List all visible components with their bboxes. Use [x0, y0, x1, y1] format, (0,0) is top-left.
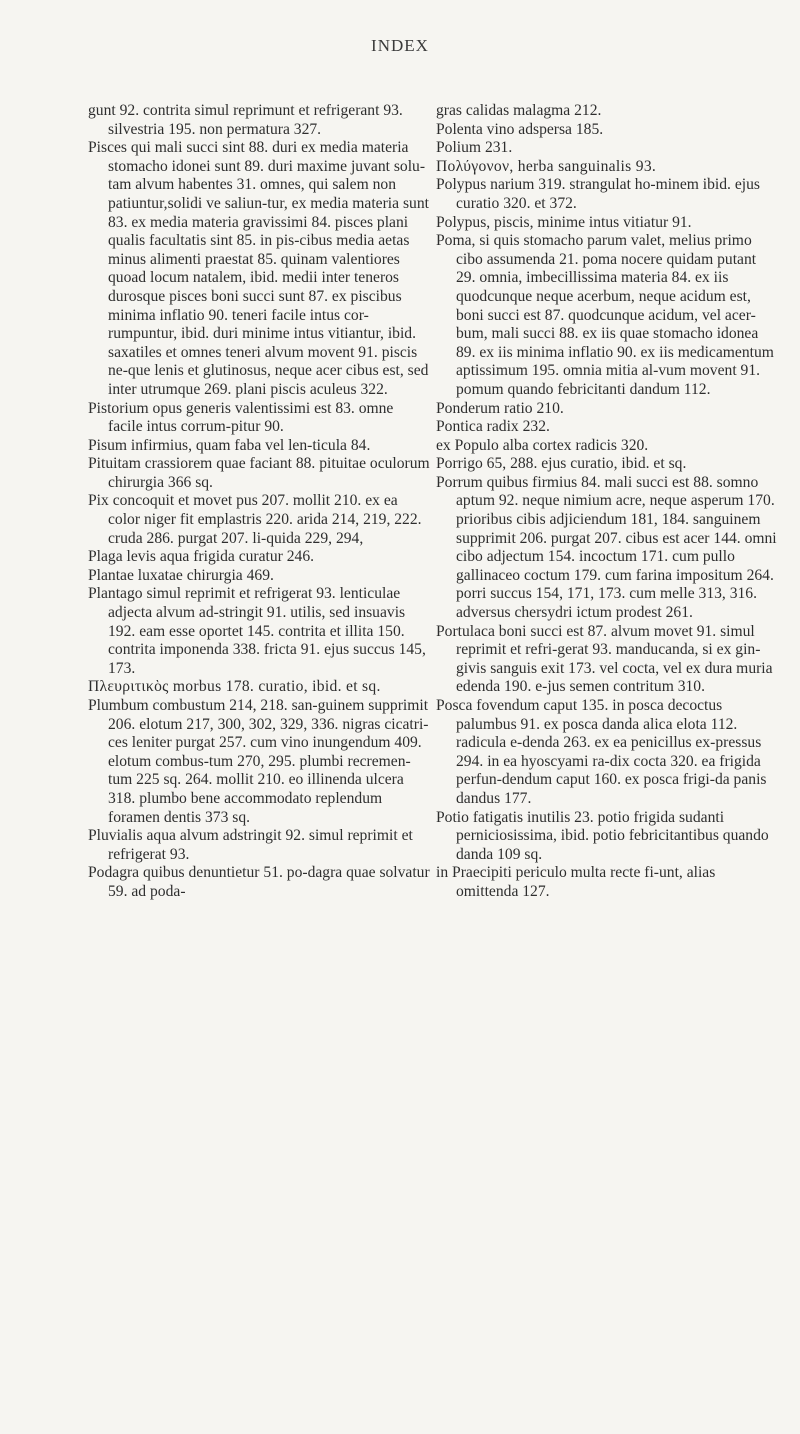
- index-entry: Ponderum ratio 210.: [436, 399, 564, 417]
- index-entry: Porrigo 65, 288. ejus curatio, ibid. et sq.: [436, 455, 687, 473]
- index-entry: Polenta vino adspersa 185.: [436, 120, 604, 138]
- index-entry: Potio fatigatis inutilis 23. potio frigida sudanti perniciosissima, ibid. potio febricitantibus quando danda 109 sq.: [436, 808, 769, 863]
- running-header: INDEX: [371, 36, 429, 55]
- index-entry: Plantago simul reprimit et refrigerat 93. lenticulae adjecta alvum ad-stringit 91. utilis, sed insuavis 192. eam esse oportet 145. contrita et illita 150. contrita imponenda 338. fricta 91. ejus succus 145, 173.: [88, 585, 426, 677]
- index-entry: Poma, si quis stomacho parum valet, melius primo cibo assumenda 21. poma nocere quidam putant 29. omnia, imbecillissima materia 84. ex iis quodcunque neque acerbum, neque acidum est, boni succi est 87. quodcunque acidum, vel acer-bum, mali succi 88. ex iis quae stomacho idonea 89. ex iis minima inflatio 90. ex iis medicamentum aptissimum 195. omnia mitia al-vum movent 91. pomum quando febricitanti dandum 112.: [436, 232, 774, 398]
- index-entry: Pluvialis aqua alvum adstringit 92. simul reprimit et refrigerat 93.: [88, 827, 413, 863]
- index-entry: Polypus narium 319. strangulat ho-minem ibid. ejus curatio 320. et 372.: [436, 176, 760, 212]
- index-entry: Pistorium opus generis valentissimi est 83. omne facile intus corrum-pitur 90.: [88, 399, 394, 436]
- index-entry: Pix concoquit et movet pus 207. mollit 210. ex ea color niger fit emplastris 220. arida 214, 219, 222. cruda 286. purgat 207. li-quida 229, 294,: [88, 492, 422, 547]
- left-column: [88, 102, 430, 902]
- index-entry: Porrum quibus firmius 84. mali succi est 88. somno aptum 92. neque nimium acre, neque asperum 170. prioribus cibis adjiciendum 181, 184. sanguinem supprimit 206. purgat 207. cibus est acer 144. omni cibo adjectum 154. incoctum 171. cum pullo gallinaceo coctum 179. cum farina impositum 264. porri succus 154, 171, 173. cum melle 313, 316. adversus chersydri ictum prodest 261.: [436, 473, 777, 622]
- index-entry: Polypus, piscis, minime intus vitiatur 91.: [436, 213, 692, 231]
- index-entry: Podagra quibus denuntietur 51. po-dagra quae solvatur 59. ad poda-: [88, 864, 430, 900]
- index-entry: Posca fovendum caput 135. in posca decoctus palumbus 91. ex posca danda alica elota 112. radicula e-denda 263. ex ea penicillus ex-pressus 294. in ea hyoscyami ra-dix cocta 320. ea frigida perfun-dendum caput 160. ex posca frigi-da panis dandus 177.: [436, 697, 767, 807]
- index-entry: Pisum infirmius, quam faba vel len-ticula 84.: [88, 436, 371, 454]
- index-entry: Portulaca boni succi est 87. alvum movet 91. simul reprimit et refri-gerat 93. manducanda, si ex gin-givis sanguis exit 173. vel cocta, vel ex dura muria edenda 190. e-jus semen contritum 310.: [436, 622, 773, 696]
- index-entry: in Praecipiti periculo multa recte fi-unt, alias omittenda 127.: [436, 864, 716, 900]
- index-entry: Plumbum combustum 214, 218. san-guinem supprimit 206. elotum 217, 300, 302, 329, 336. nigras cicatri-ces leniter purgat 257. cum vino inungendum 409. elotum combus-tum 270, 295. plumbi recremen-tum 225 sq. 264. mollit 210. eo illinenda ulcera 318. plumbo bene accommodato replendum foramen dentis 373 sq.: [88, 697, 429, 826]
- index-entry: Plantae luxatae chirurgia 469.: [88, 566, 274, 584]
- index-entry: ex Populo alba cortex radicis 320.: [436, 436, 649, 454]
- right-column: [436, 102, 778, 902]
- index-entry: Polium 231.: [436, 139, 513, 157]
- index-entry: Pituitam crassiorem quae faciant 88. pituitae oculorum chirurgia 366 sq.: [88, 455, 430, 491]
- index-entry: Pontica radix 232.: [436, 418, 550, 436]
- index-entry: Pisces qui mali succi sint 88. duri ex media materia stomacho idonei sunt 89. duri maxime juvant solu-tam alvum habentes 31. omnes, qui salem non patiuntur,solidi ve saliun-tur, ex media materia sunt 83. ex media materia gravissimi 84. pisces plani qualis facultatis sint 85. in pis-cibus media aetas minus alimenti praestat 85. quinam valentiores quoad locum natalem, ibid. medii inter teneros durosque pisces boni succi sunt 87. ex piscibus minima inflatio 90. teneri facile intus cor-rumpuntur, ibid. duri minime intus vitiantur, ibid. saxatiles et omnes teneri alvum movent 91. piscis ne-que lenis et glutinosus, neque acer cibus est, sed inter utrumque 269. plani piscis aculeus 322.: [88, 139, 429, 398]
- index-entry: gunt 92. contrita simul reprimunt et refrigerant 93. silvestria 195. non permatura 327.: [88, 102, 403, 138]
- index-entry: Πολύγονον, herba sanguinalis 93.: [436, 157, 657, 175]
- index-entry: Πλευριτικὸς morbus 178. curatio, ibid. et sq.: [88, 678, 381, 696]
- index-entry: Plaga levis aqua frigida curatur 246.: [88, 548, 315, 566]
- index-entry: gras calidas malagma 212.: [436, 102, 602, 119]
